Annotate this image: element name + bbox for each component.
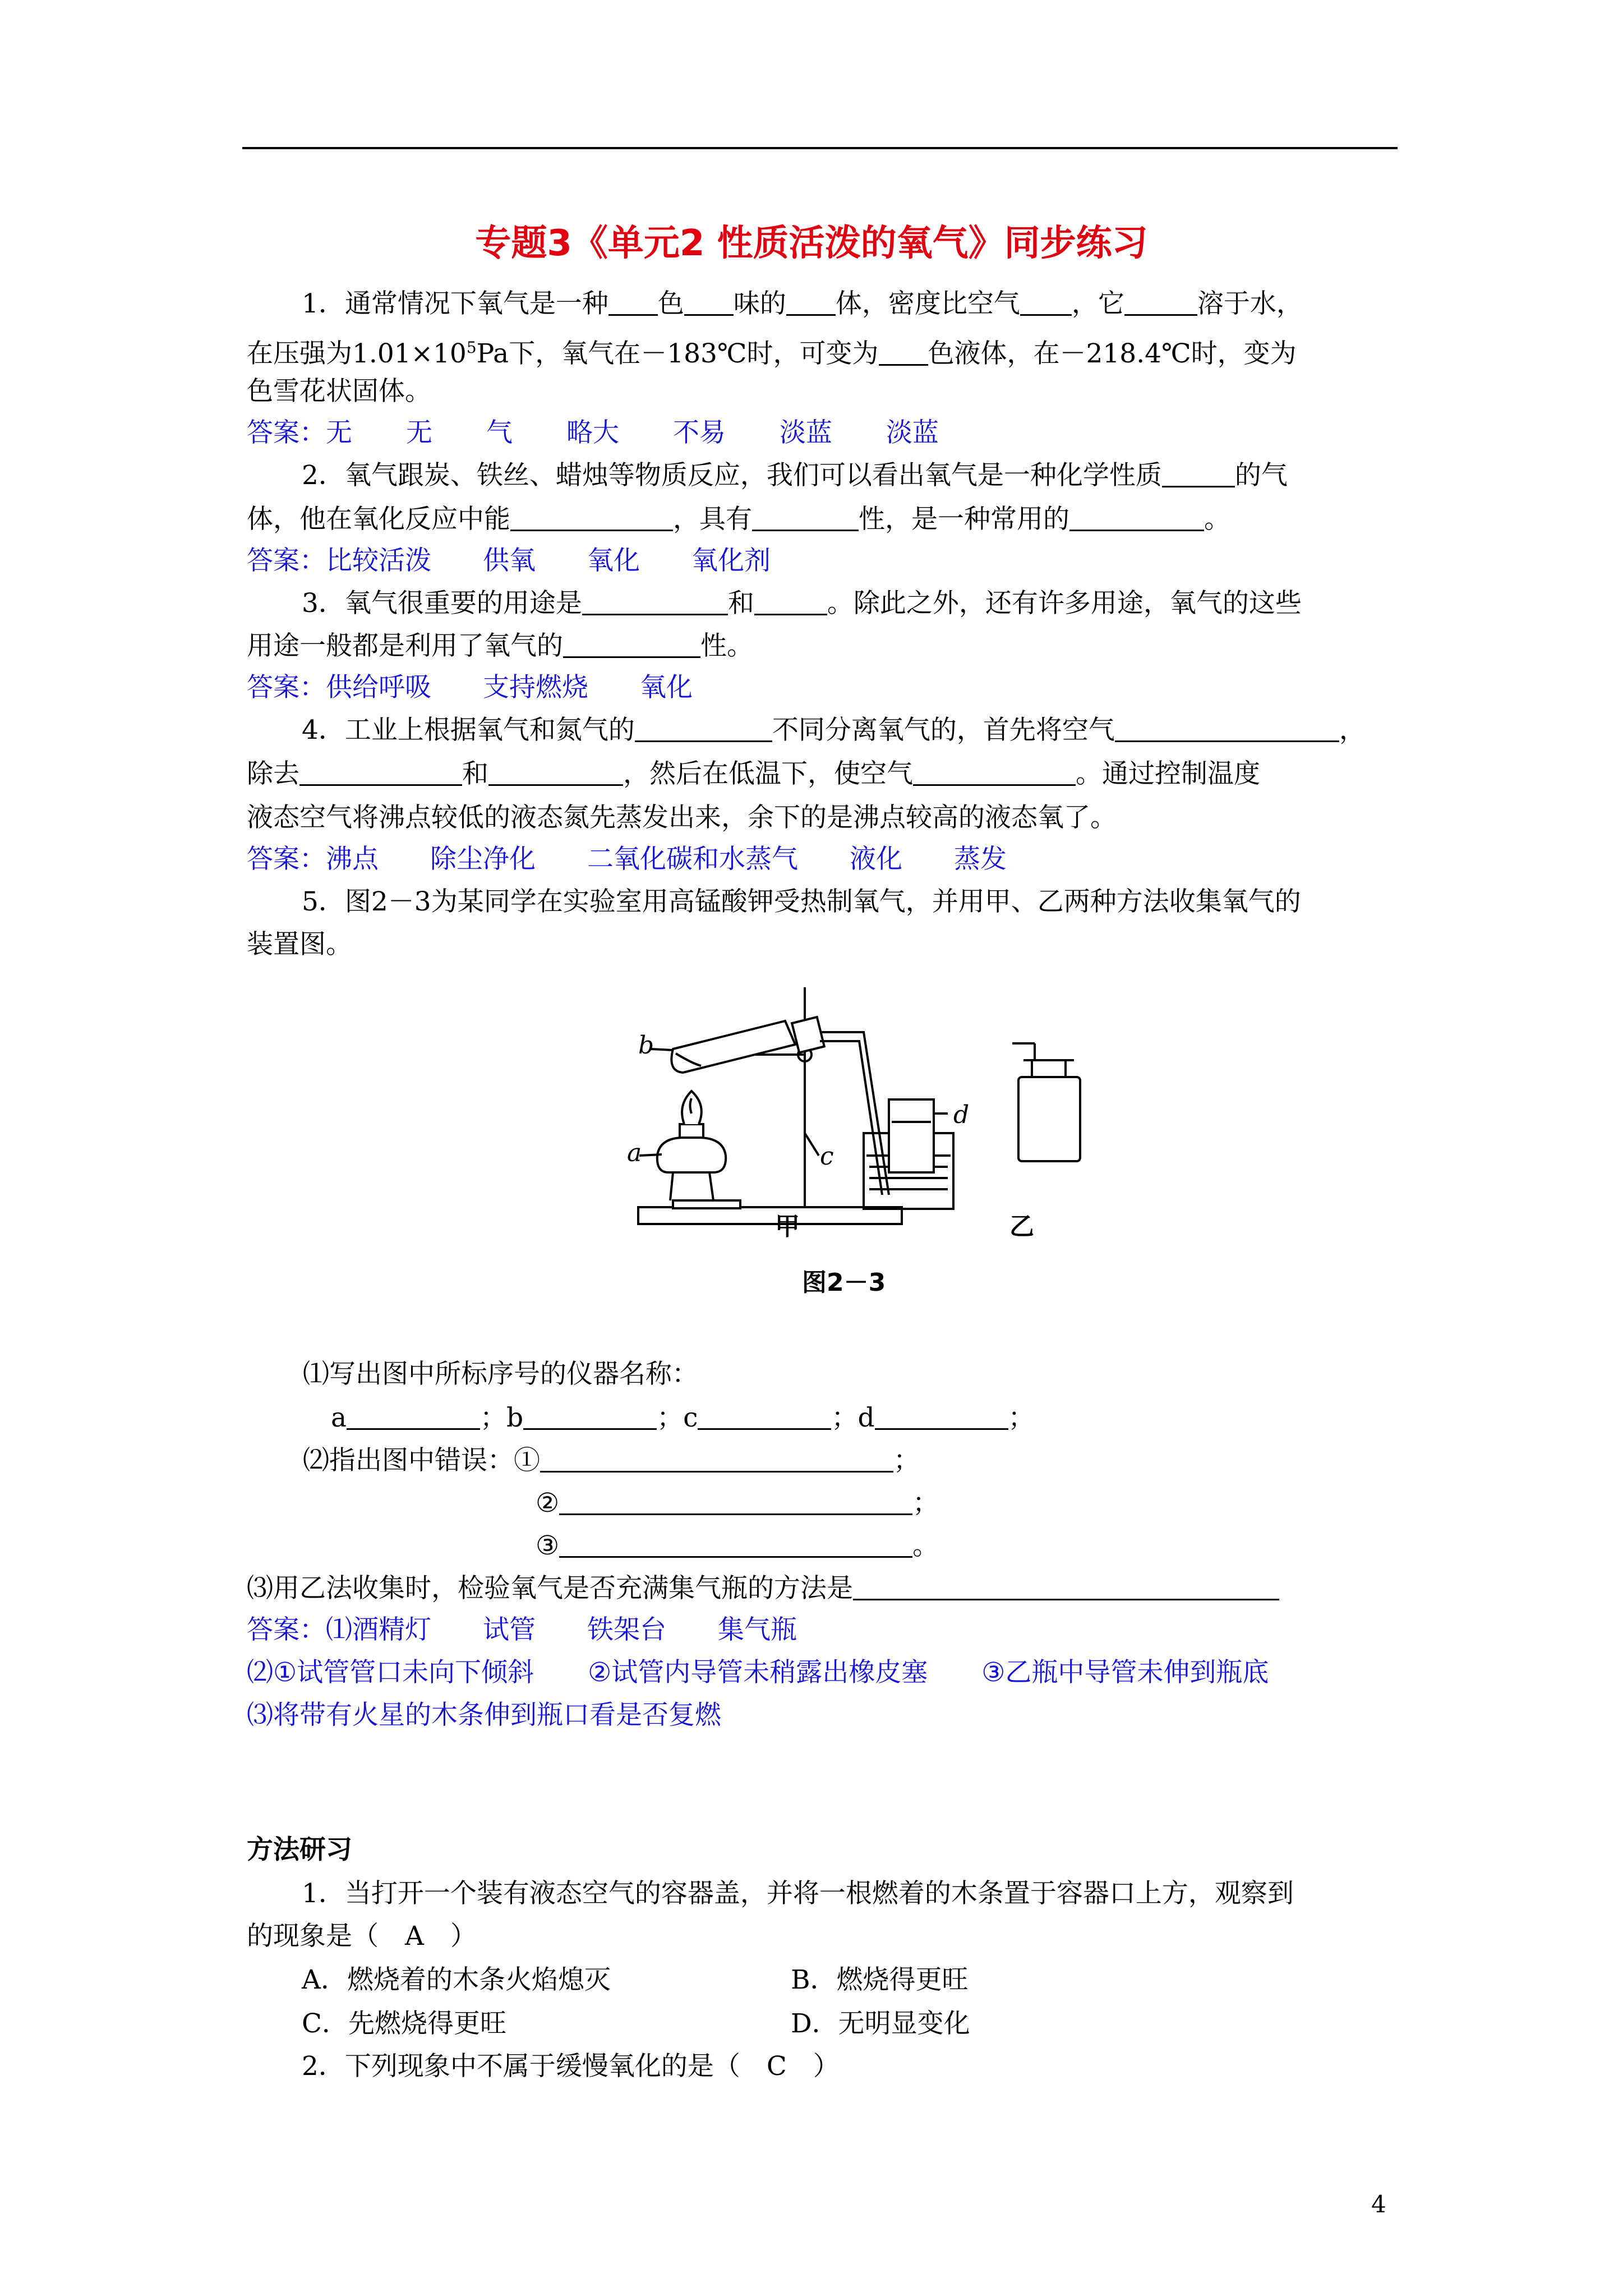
q4-line-2: 除去 和 ，然后在低温下，使空气 。通过控制温度 bbox=[247, 758, 1260, 789]
method-q1-line-1: 1．当打开一个装有液态空气的容器盖，并将一根燃着的木条置于容器口上方，观察到 bbox=[302, 1878, 1294, 1909]
method-q1-option-c: C．先燃烧得更旺 bbox=[302, 2008, 506, 2039]
q1-answer: 答案：无 无 气 略大 不易 淡蓝 淡蓝 bbox=[247, 417, 939, 448]
q3-line-2: 用途一般都是利用了氧气的 性。 bbox=[247, 631, 753, 661]
method-q1-option-a: A．燃烧着的木条火焰熄灭 bbox=[302, 1964, 611, 1995]
q3-line-1: 3．氧气很重要的用途是 和 。除此之外，还有许多用途，氧气的这些 bbox=[302, 588, 1302, 619]
q1-line-3: 色雪花状固体。 bbox=[247, 376, 431, 407]
q5-line-2: 装置图。 bbox=[247, 929, 352, 960]
q5-sub1-blanks: a ；b ；c ；d ； bbox=[331, 1402, 1035, 1433]
q5-sub2-2: ② ； bbox=[536, 1488, 939, 1519]
page-number: 4 bbox=[1371, 2191, 1386, 2218]
q1-line-1: 1．通常情况下氧气是一种 色 味的 体，密度比空气 ，它 溶于水， bbox=[302, 288, 1303, 319]
q5-sub1: ⑴写出图中所标序号的仪器名称： bbox=[303, 1359, 698, 1389]
apparatus-figure bbox=[617, 987, 1122, 1245]
method-q1-option-b: B．燃烧得更旺 bbox=[791, 1964, 969, 1995]
figure-label-yi: 乙 bbox=[1009, 1212, 1034, 1241]
figure-caption: 图2－3 bbox=[802, 1268, 886, 1297]
method-q1-line-2: 的现象是（ A ） bbox=[247, 1921, 477, 1952]
figure-label-d: d bbox=[953, 1101, 970, 1129]
figure-label-a: a bbox=[627, 1139, 642, 1167]
figure-label-c: c bbox=[820, 1142, 834, 1171]
q2-line-2: 体，他在氧化反应中能 ，具有 性，是一种常用的 。 bbox=[247, 504, 1230, 535]
q1-line-2: 在压强为$1.01\times 10^5Pa$下，氧气在－183℃时，可变为 色液体，在－218.4℃时，变为 bbox=[247, 338, 1297, 369]
method-heading: 方法研习 bbox=[247, 1834, 352, 1865]
q5-line-1: 5．图2－3为某同学在实验室用高锰酸钾受热制氧气，并用甲、乙两种方法收集氧气的 bbox=[302, 886, 1301, 917]
q2-answer: 答案：比较活泼 供氧 氧化 氧化剂 bbox=[247, 545, 771, 576]
header-rule bbox=[242, 147, 1398, 149]
q5-sub2-3: ③ 。 bbox=[536, 1530, 939, 1561]
q5-answer-1: 答案：⑴酒精灯 试管 铁架台 集气瓶 bbox=[247, 1614, 797, 1645]
q5-answer-2: ⑵①试管管口未向下倾斜 ②试管内导管未稍露出橡皮塞 ③乙瓶中导管未伸到瓶底 bbox=[247, 1657, 1269, 1688]
figure-label-b: b bbox=[638, 1031, 654, 1060]
q3-answer: 答案：供给呼吸 支持燃烧 氧化 bbox=[247, 672, 693, 703]
q4-line-3: 液态空气将沸点较低的液态氮先蒸发出来，余下的是沸点较高的液态氧了。 bbox=[247, 802, 1117, 833]
method-q1-option-d: D．无明显变化 bbox=[791, 2008, 970, 2039]
q4-answer: 答案：沸点 除尘净化 二氧化碳和水蒸气 液化 蒸发 bbox=[247, 844, 1007, 875]
q2-line-1: 2．氧气跟炭、铁丝、蜡烛等物质反应，我们可以看出氧气是一种化学性质 的气 bbox=[302, 460, 1288, 491]
method-q2: 2．下列现象中不属于缓慢氧化的是（ C ） bbox=[302, 2051, 840, 2082]
q5-answer-3: ⑶将带有火星的木条伸到瓶口看是否复燃 bbox=[247, 1700, 721, 1731]
figure-label-jia: 甲 bbox=[775, 1212, 800, 1241]
q5-sub2-1: ⑵指出图中错误：① ； bbox=[303, 1445, 920, 1476]
q4-line-1: 4．工业上根据氧气和氮气的 不同分离氧气的，首先将空气 ， bbox=[302, 715, 1366, 746]
page-title: 专题3《单元2 性质活泼的氧气》同步练习 bbox=[475, 223, 1148, 264]
q5-sub3: ⑶用乙法收集时，检验氧气是否充满集气瓶的方法是 bbox=[247, 1572, 1279, 1605]
